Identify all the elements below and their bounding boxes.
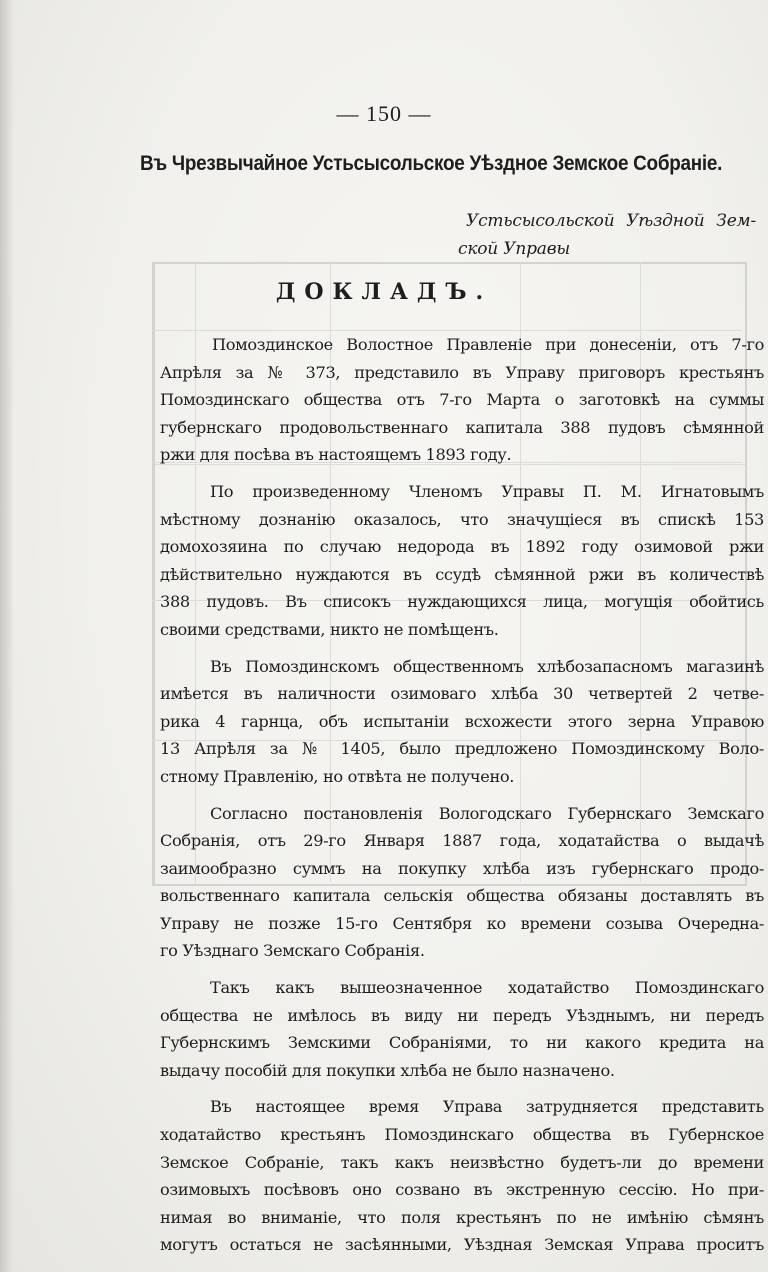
paragraph-line: выдачу пособій для покупки хлѣба не было назначено. — [160, 1060, 615, 1080]
paragraph-line: своими средствами, никто не помѣщенъ. — [160, 619, 499, 639]
paragraph-line: Въ настоящее время Управа затрудняется представить — [210, 1097, 764, 1117]
paragraph-line: По произведенному Членомъ Управы П. М. Игнатовымъ — [210, 481, 764, 501]
paragraph-line: заимообразно суммъ на покупку хлѣба изъ губернскаго продо- — [160, 858, 764, 878]
paragraph-line: го Уѣзднаго Земскаго Собранія. — [160, 941, 425, 961]
paragraph-line: нимая во вниманіе, что поля крестьянъ по не имѣнію сѣмянъ — [160, 1207, 764, 1227]
paragraph-line: дѣйствительно нуждаются въ ссудѣ сѣмянной ржи въ количествѣ — [160, 564, 764, 584]
paragraph-line: 13 Апрѣля за № 1405, было предложено Помоздинскому Воло- — [160, 739, 764, 759]
addressee-line: Устьсысольской Уѣздной Зем- — [466, 211, 756, 231]
paragraph-line: рика 4 гарнца, объ испытаніи всхожести этого зерна Управою — [160, 711, 764, 731]
paragraph-line: Земское Собраніе, такъ какъ неизвѣстно будетъ-ли до времени — [160, 1152, 764, 1172]
paragraph-line: Такъ какъ вышеозначенное ходатайство Помоздинскаго — [210, 978, 764, 998]
report-paragraph — [160, 974, 764, 1084]
paragraph-line: озимовыхъ посѣвовъ оно созвано въ экстренную сессію. Но при- — [160, 1180, 764, 1200]
paragraph-line: Согласно постановленія Вологодскаго Губернскаго Земскаго — [210, 803, 764, 823]
addressee-line: ской Управы — [458, 239, 571, 259]
paragraph-line: Помоздинское Волостное Правленіе при донесеніи, отъ 7-го — [212, 335, 764, 354]
document-title: Въ Чрезвычайное Устьсысольское Уѣздное Земское Собраніе. — [140, 152, 723, 175]
paragraph-line: Помоздинскаго общества отъ 7-го Марта о заготовкѣ на суммы — [160, 390, 764, 410]
paragraph-line: Губернскимъ Земскими Собраніями, то ни какого кредита на — [160, 1033, 764, 1053]
report-paragraph — [160, 653, 764, 791]
paragraph-line: Въ Помоздинскомъ общественномъ хлѣбозапасномъ магазинѣ — [210, 656, 764, 676]
paragraph-line: имѣется въ наличности озимоваго хлѣба 30 четвертей 2 четве- — [160, 684, 764, 704]
report-paragraph — [160, 800, 764, 966]
paragraph-line: 388 пудовъ. Въ списокъ нуждающихся лица, могущія обойтись — [160, 592, 764, 612]
paragraph-line: могутъ остаться не засѣянными, Уѣздная Земская Управа проситъ — [160, 1235, 764, 1255]
paragraph-line: Апрѣля за № 373, представило въ Управу приговоръ крестьянъ — [160, 362, 764, 382]
paragraph-line: стному Правленію, но отвѣта не получено. — [160, 766, 515, 786]
page-spine-shadow — [0, 0, 14, 1272]
paragraph-line: Управу не позже 15-го Сентября ко времени созыва Очередна- — [160, 913, 764, 933]
addressee — [458, 207, 756, 263]
report-paragraph — [160, 1093, 764, 1259]
paragraph-line: общества не имѣлось въ виду ни передъ Уѣзднымъ, ни передъ — [160, 1005, 764, 1025]
page-number: — 150 — — [336, 101, 432, 126]
paragraph-line: домохозяина по случаю недорода въ 1892 году озимовой ржи — [160, 537, 764, 557]
paragraph-line: ржи для посѣва въ настоящемъ 1893 году. — [160, 445, 512, 465]
paragraph-line: губернскаго продовольственнаго капитала 388 пудовъ сѣмянной — [160, 417, 764, 437]
paragraph-line: вольственнаго капитала сельскія общества обязаны доставлять въ — [160, 886, 764, 906]
report-paragraph — [160, 331, 764, 469]
paragraph-line: мѣстному дознанію оказалось, что значущіеся въ спискѣ 153 — [160, 509, 764, 529]
report-paragraph — [160, 478, 764, 644]
paragraph-line: Собранія, отъ 29-го Января 1887 года, ходатайства о выдачѣ — [160, 831, 764, 851]
report-body — [160, 331, 764, 1268]
report-heading: ДОКЛАДЪ. — [275, 279, 493, 305]
paragraph-line: ходатайство крестьянъ Помоздинскаго общества въ Губернское — [160, 1125, 764, 1145]
